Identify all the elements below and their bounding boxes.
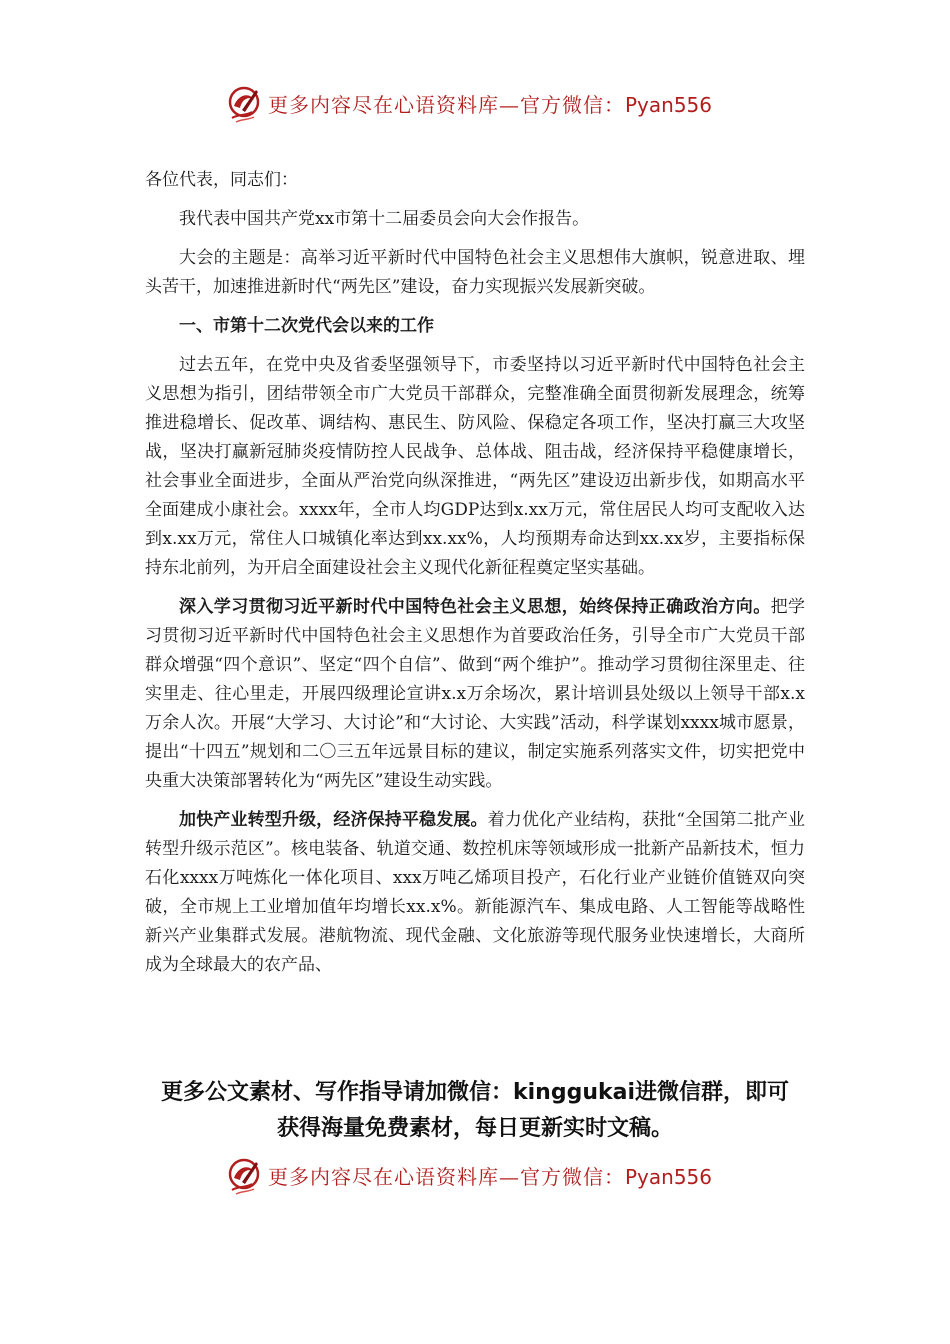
paragraph-industry-text: 着力优化产业结构，获批“全国第二批产业转型升级示范区”。核电装备、轨道交通、数控机床等领域形成一批新产品新技术，恒力石化xxxx万吨炼化一体化项目、xxx万吨乙烯项目投产，石化行业产业链价值链双向突破，全市规上工业增加值年均增长xx.x%。新能源汽车、集成电路、人工智能等战略性新兴产业集群式发展。港航物流、现代金融、文化旅游等现代服务业快速增长，大商所成为全球最大的农产品、 [145,810,805,975]
banner-text [268,90,712,120]
promo-notice [120,1075,830,1147]
swirl-logo-icon [226,84,264,126]
paragraph-ideology-text: 把学习贯彻习近平新时代中国特色社会主义思想作为首要政治任务，引导全市广大党员干部群众增强“四个意识”、坚定“四个自信”、做到“两个维护”。推动学习贯彻往深里走、往实里走、往心里走，开展四级理论宣讲x.x万余场次，累计培训县处级以上领导干部x.x万余人次。开展“大学习、大讨论”和“大讨论、大实践”活动，科学谋划xxxx城市愿景，提出“十四五”规划和二〇三五年远景目标的建议，制定实施系列落实文件，切实把党中央重大决策部署转化为“两先区”建设生动实践。 [145,597,806,791]
header-banner [0,84,950,128]
footer-banner [0,1156,950,1200]
paragraph-industry-lead: 加快产业转型升级，经济保持平稳发展。 [179,810,488,830]
section-heading: 一、市第十二次党代会以来的工作 [179,316,434,336]
document-body [145,166,805,990]
banner-wechat-id: Pyan556 [625,93,713,117]
paragraph-ideology [145,593,805,796]
promo-line-1: 更多公文素材、写作指导请加微信：kinggukai进微信群，即可 [160,1080,789,1105]
paragraph-ideology-lead: 深入学习贯彻习近平新时代中国特色社会主义思想，始终保持正确政治方向。 [179,597,771,617]
paragraph-review: 过去五年，在党中央及省委坚强领导下，市委坚持以习近平新时代中国特色社会主义思想为指引，团结带领全市广大党员干部群众，完整准确全面贯彻新发展理念，统筹推进稳增长、促改革、调结构、惠民生、防风险、保稳定各项工作，坚决打赢三大攻坚战，坚决打赢新冠肺炎疫情防控人民战争、总体战、阻击战，经济保持平稳健康增长，社会事业全面进步，全面从严治党向纵深推进，“两先区”建设迈出新步伐，如期高水平全面建成小康社会。xxxx年，全市人均GDP达到x.xx万元，常住居民人均可支配收入达到x.xx万元，常住人口城镇化率达到xx.xx%，人均预期寿命达到xx.xx岁，主要指标保持东北前列，为开启全面建设社会主义现代化新征程奠定坚实基础。 [145,355,805,578]
paragraph-intro: 我代表中国共产党xx市第十二届委员会向大会作报告。 [179,209,590,229]
banner-label: 更多内容尽在心语资料库—官方微信： [268,93,625,117]
paragraph-industry [145,806,805,980]
paragraph-theme: 大会的主题是：高举习近平新时代中国特色社会主义思想伟大旗帜，锐意进取、埋头苦干，加速推进新时代“两先区”建设，奋力实现振兴发展新突破。 [145,248,805,297]
banner-wechat-id: Pyan556 [625,1165,713,1189]
salutation: 各位代表，同志们： [145,170,298,190]
swirl-logo-icon [226,1156,264,1198]
banner-label: 更多内容尽在心语资料库—官方微信： [268,1165,625,1189]
banner-text [268,1162,712,1192]
promo-line-2: 获得海量免费素材，每日更新实时文稿。 [276,1116,673,1141]
